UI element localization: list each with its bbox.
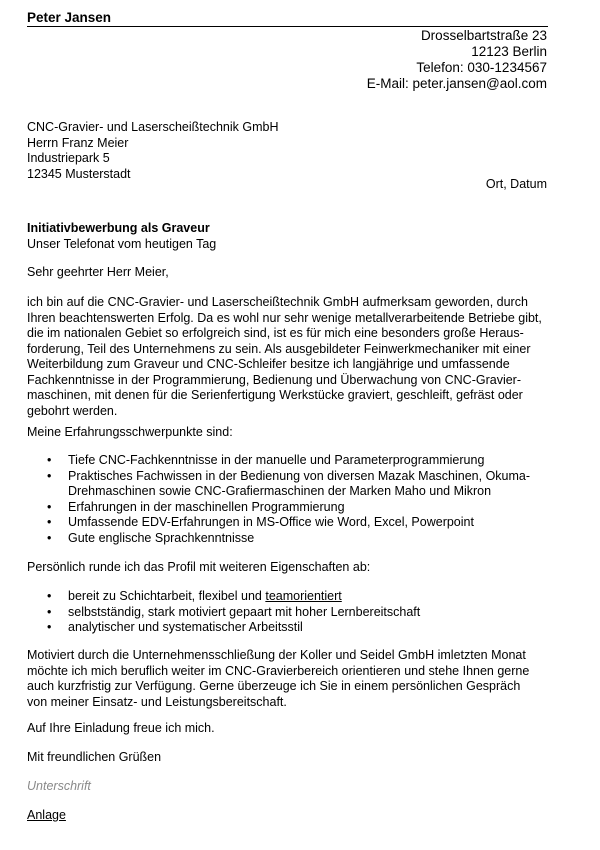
sender-address — [367, 28, 547, 92]
header-rule — [27, 26, 548, 27]
salutation: Sehr geehrter Herr Meier, — [27, 265, 169, 279]
recipient-street: Industriepark 5 — [27, 151, 110, 165]
intro-line: die im nationalen Gebiet so erfolgreich sind, ist es für mich eine besonders große Heraus- — [27, 326, 524, 340]
bullet-icon: • — [47, 499, 52, 514]
list-item-text: selbstständig, stark motiviert gepaart mit hoher Lernbereitschaft — [68, 604, 421, 619]
intro-line: Ihren beachtenswerten Erfolg. Da es wohl nur sehr wenige metallverarbeitende Betriebe gibt, — [27, 310, 542, 325]
list-item — [27, 589, 557, 605]
intro-line: gebohrt werden. — [27, 403, 118, 418]
list-item — [27, 469, 557, 500]
list-item — [27, 620, 557, 636]
closing-line: von meiner Einsatz- und Leistungsbereitschaft. — [27, 694, 287, 709]
list-item — [27, 453, 557, 469]
closing-line: möchte ich mich beruflich weiter im CNC-Gravierbereich orientieren und stehe Ihnen gerne — [27, 663, 530, 678]
profile-heading: Persönlich runde ich das Profil mit weiteren Eigenschaften ab: — [27, 560, 371, 574]
intro-line: ich bin auf die CNC-Gravier- und Laserscheißtechnik GmbH aufmerksam geworden, durch — [27, 295, 528, 309]
subject-title: Initiativbewerbung als Graveur — [27, 221, 210, 235]
subject-reference: Unser Telefonat vom heutigen Tag — [27, 236, 217, 251]
list-item-text: bereit zu Schichtarbeit, flexibel und — [68, 589, 266, 603]
closing-paragraph — [27, 648, 557, 710]
recipient-contact: Herrn Franz Meier — [27, 135, 129, 150]
recipient-address — [27, 120, 278, 182]
list-item-text: Umfassende EDV-Erfahrungen in MS-Office wie Word, Excel, Powerpoint — [68, 515, 474, 529]
sender-name: Peter Jansen — [27, 10, 112, 25]
closing-line: Motiviert durch die Unternehmensschließung der Koller und Seidel GmbH imletzten Monat — [27, 648, 526, 662]
place-date: Ort, Datum — [485, 177, 547, 191]
recipient-company: CNC-Gravier- und Laserscheißtechnik GmbH — [27, 120, 279, 134]
sender-street: Drosselbartstraße 23 — [420, 28, 547, 43]
bullet-icon: • — [47, 468, 52, 483]
recipient-city: 12345 Musterstadt — [27, 166, 131, 181]
attachment-label — [27, 808, 557, 824]
profile-list — [27, 589, 557, 636]
list-item-text: Praktisches Fachwissen in der Bedienung von diversen Mazak Maschinen, Okuma- — [68, 468, 531, 483]
invitation-line: Auf Ihre Einladung freue ich mich. — [27, 721, 215, 735]
sender-email: E-Mail: peter.jansen@aol.com — [366, 76, 547, 91]
intro-line: Fachkenntnisse in der Programmierung, Bedienung und Überwachung von CNC-Gravier- — [27, 372, 521, 387]
experience-heading: Meine Erfahrungsschwerpunkte sind: — [27, 425, 233, 439]
bullet-icon: • — [47, 589, 52, 603]
list-item — [27, 515, 557, 531]
bullet-icon: • — [47, 604, 52, 619]
bullet-icon: • — [47, 620, 52, 634]
experience-list — [27, 453, 557, 546]
bullet-icon: • — [47, 530, 52, 545]
closing-line: auch kurzfristig zur Verfügung. Gerne überzeuge ich Sie in einem persönlichen Gespräch — [27, 679, 521, 693]
sender-city: 12123 Berlin — [471, 44, 547, 59]
list-item-text: Erfahrungen in der maschinellen Programmierung — [68, 499, 345, 514]
list-item — [27, 605, 557, 621]
intro-line: forderung, Teil des Unternehmens zu sein. Als ausgebildeter Feinwerkmechaniker mit einer — [27, 341, 531, 356]
list-item-text: analytischer und systematischer Arbeitsstil — [68, 620, 303, 634]
signature-placeholder: Unterschrift — [27, 779, 91, 793]
intro-paragraph — [27, 295, 557, 419]
bullet-icon: • — [47, 515, 52, 529]
subject-block — [27, 221, 216, 252]
sender-phone: Telefon: 030-1234567 — [416, 60, 547, 75]
list-item — [27, 500, 557, 516]
list-item-text: Drehmaschinen sowie CNC-Grafiermaschinen der Marken Maho und Mikron — [68, 484, 492, 498]
greeting: Mit freundlichen Grüßen — [27, 750, 162, 764]
bullet-icon: • — [47, 453, 52, 467]
intro-line: maschinen, mit denen für die Serienfertigung Werkstücke graviert, geschleift, gefräst oder — [27, 388, 523, 402]
list-item-text: Tiefe CNC-Fachkenntnisse in der manuelle und Parameterprogrammierung — [68, 453, 485, 467]
underlined-word: teamorientiert — [265, 589, 342, 603]
list-item-text: Gute englische Sprachkenntnisse — [68, 530, 255, 545]
list-item — [27, 531, 557, 547]
intro-line: Weiterbildung zum Graveur und CNC-Schleifer besitze ich langjährige und umfassende — [27, 357, 510, 371]
attachment-text: Anlage — [27, 808, 66, 822]
